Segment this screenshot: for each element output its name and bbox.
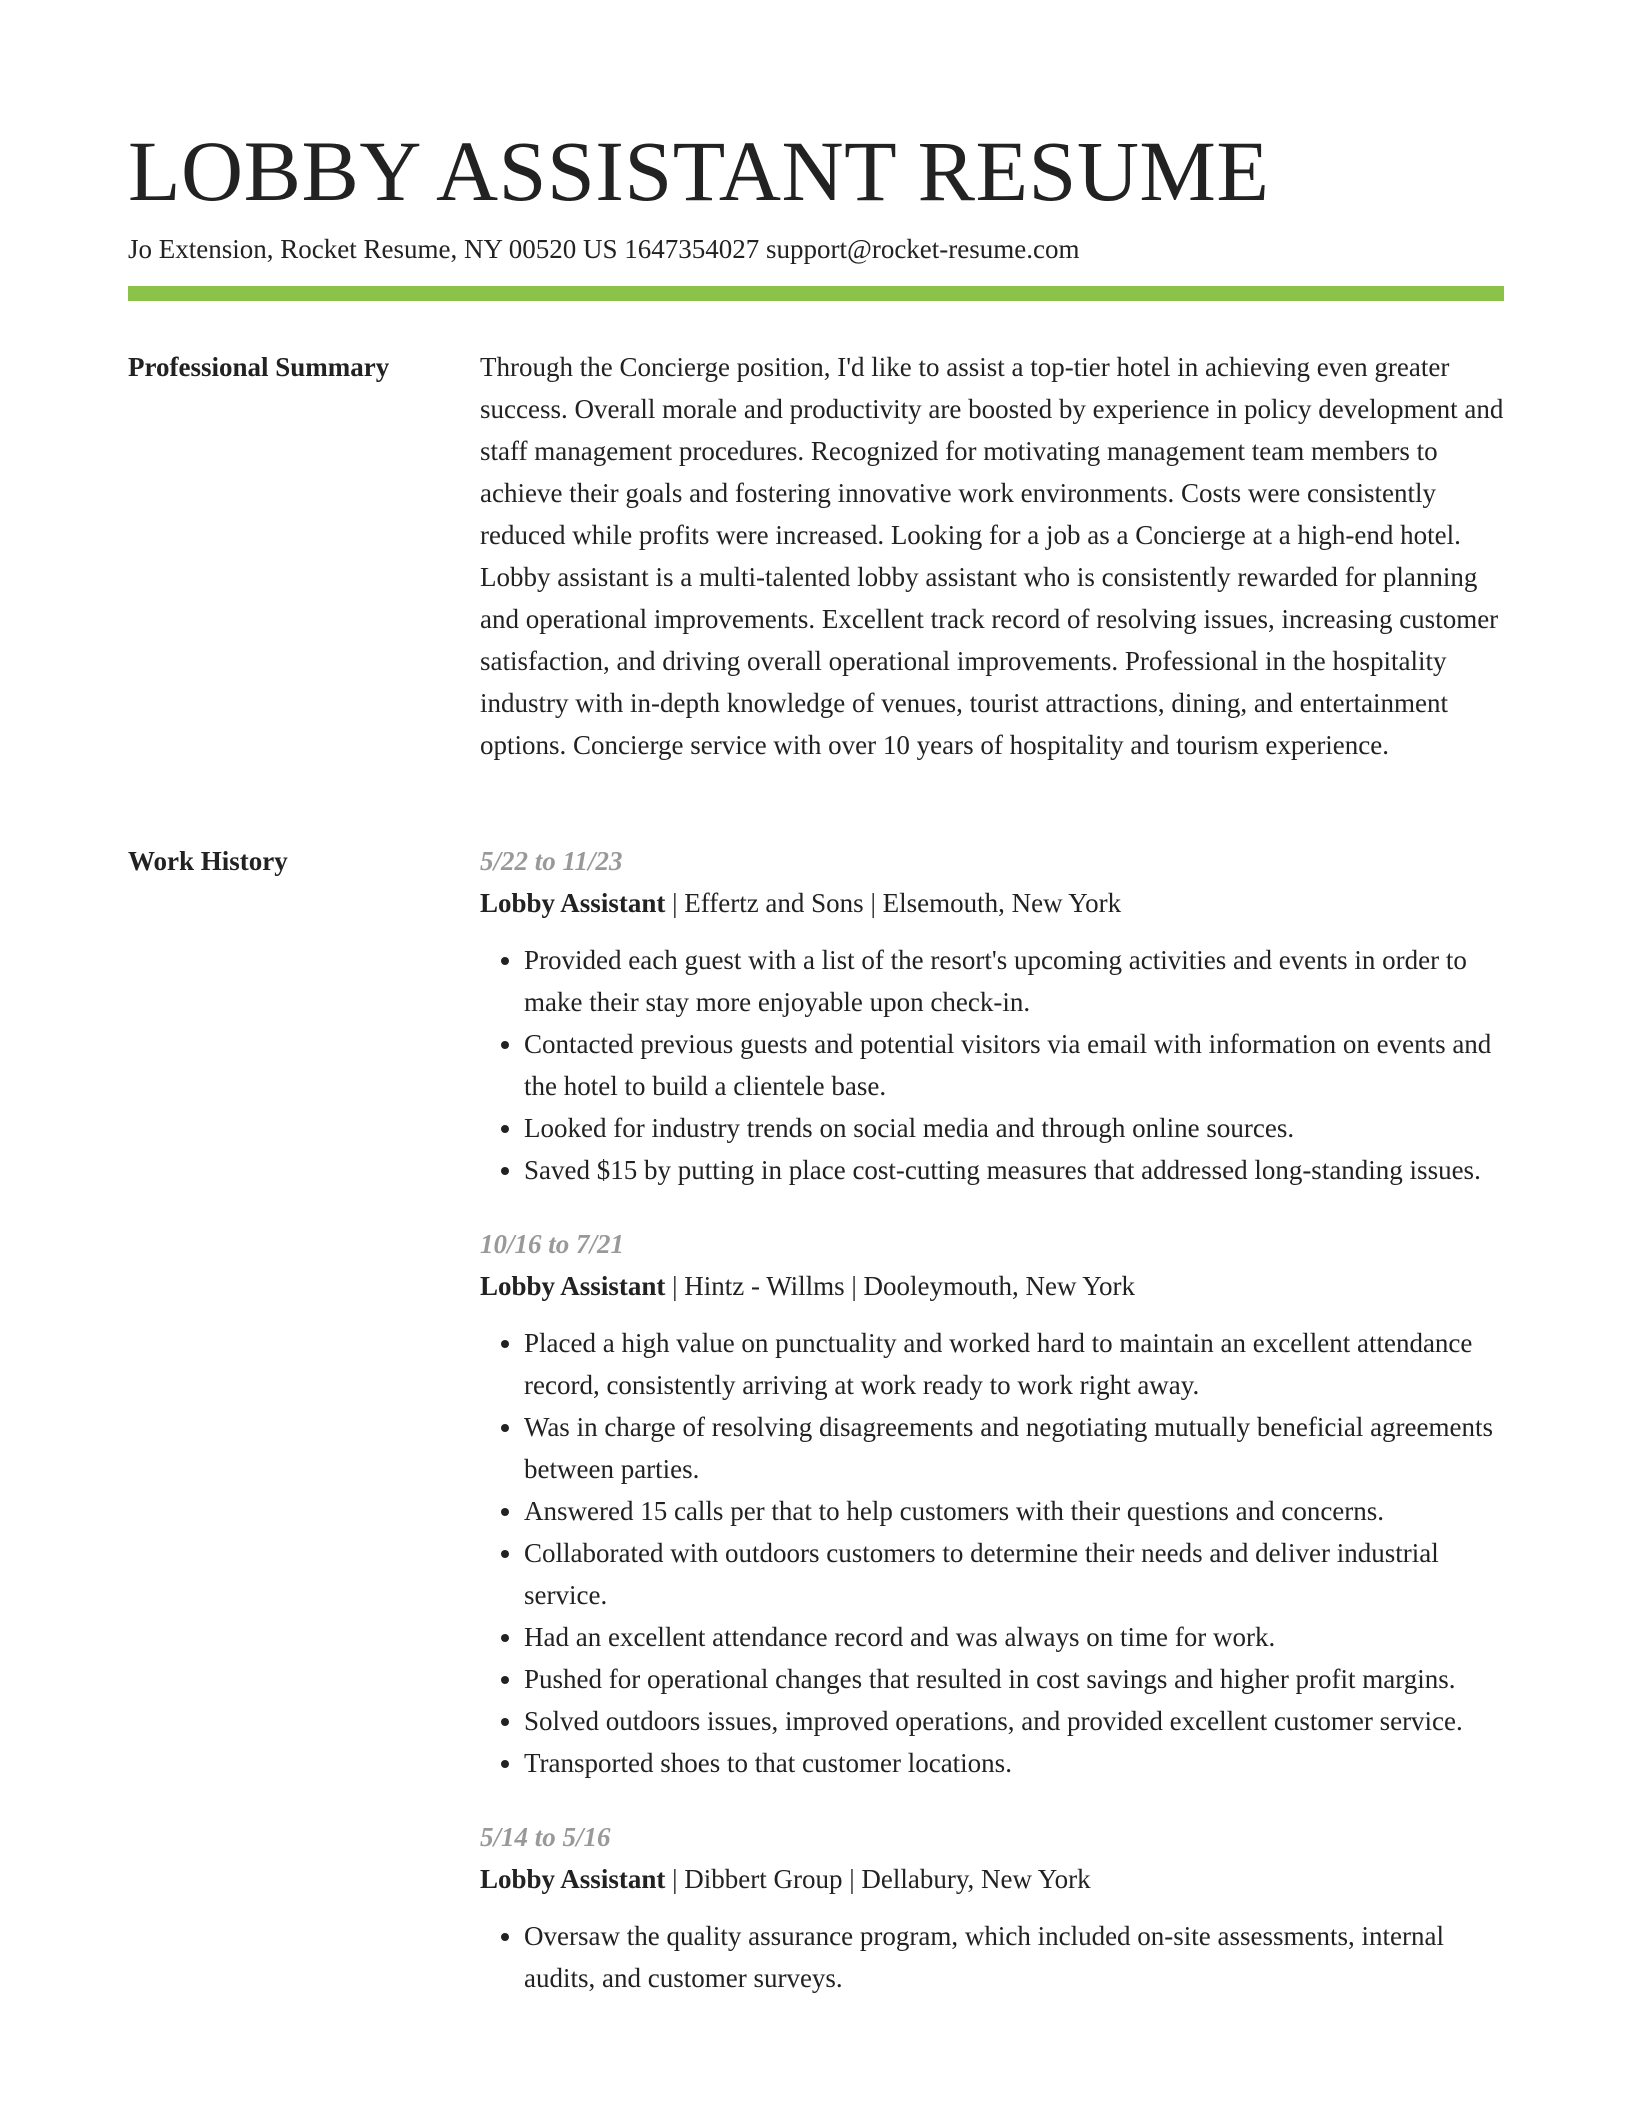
list-item: • Saved $15 by putting in place cost-cutting measures that addressed long-standing issues. bbox=[524, 1149, 1506, 1191]
job-entry bbox=[480, 1816, 1506, 1999]
job-heading bbox=[480, 1858, 1506, 1900]
list-item: • Had an excellent attendance record and was always on time for work. bbox=[524, 1616, 1506, 1658]
list-item: • Placed a high value on punctuality and worked hard to maintain an excellent attendance record, consistently arriving at work ready to work right away. bbox=[524, 1322, 1506, 1406]
job-heading bbox=[480, 1265, 1506, 1307]
header-divider bbox=[128, 286, 1504, 301]
job-bullet-list bbox=[480, 939, 1506, 1191]
list-item: • Provided each guest with a list of the resort's upcoming activities and events in order to make their stay more enjoyable upon check-in. bbox=[524, 939, 1506, 1023]
list-item: • Solved outdoors issues, improved operations, and provided excellent customer service. bbox=[524, 1700, 1506, 1742]
list-item: • Was in charge of resolving disagreements and negotiating mutually beneficial agreements between parties. bbox=[524, 1406, 1506, 1490]
job-details: | Dibbert Group | Dellabury, New York bbox=[665, 1864, 1091, 1894]
job-dates: 5/14 to 5/16 bbox=[480, 1822, 611, 1852]
list-item: • Pushed for operational changes that resulted in cost savings and higher profit margins. bbox=[524, 1658, 1506, 1700]
list-item: • Transported shoes to that customer locations. bbox=[524, 1742, 1506, 1784]
job-dates: 10/16 to 7/21 bbox=[480, 1229, 625, 1259]
job-heading bbox=[480, 882, 1506, 924]
contact-line: Jo Extension, Rocket Resume, NY 00520 US 1647354027 support@rocket-resume.com bbox=[128, 234, 1080, 264]
job-title: Lobby Assistant bbox=[480, 1271, 666, 1301]
job-details: | Hintz - Willms | Dooleymouth, New York bbox=[665, 1271, 1136, 1301]
job-entry bbox=[480, 1223, 1506, 1784]
work-history-body bbox=[480, 840, 1506, 2031]
work-history-label: Work History bbox=[128, 846, 288, 876]
list-item: • Oversaw the quality assurance program, which included on-site assessments, internal audits, and customer surveys. bbox=[524, 1915, 1506, 1999]
job-dates: 5/22 to 11/23 bbox=[480, 846, 623, 876]
list-item: • Contacted previous guests and potential visitors via email with information on events and the hotel to build a clientele base. bbox=[524, 1023, 1506, 1107]
page-title: LOBBY ASSISTANT RESUME bbox=[128, 123, 1270, 219]
job-title: Lobby Assistant bbox=[480, 1864, 666, 1894]
summary-body bbox=[480, 346, 1506, 766]
summary-label: Professional Summary bbox=[128, 352, 390, 382]
job-bullet-list bbox=[480, 1322, 1506, 1784]
job-bullet-list bbox=[480, 1915, 1506, 1999]
job-title: Lobby Assistant bbox=[480, 888, 666, 918]
list-item: • Collaborated with outdoors customers to determine their needs and deliver industrial service. bbox=[524, 1532, 1506, 1616]
job-details: | Effertz and Sons | Elsemouth, New York bbox=[665, 888, 1122, 918]
list-item: • Answered 15 calls per that to help customers with their questions and concerns. bbox=[524, 1490, 1506, 1532]
list-item: • Looked for industry trends on social media and through online sources. bbox=[524, 1107, 1506, 1149]
summary-text: Through the Concierge position, I'd like to assist a top-tier hotel in achieving even greater success. Overall morale and productivity are boosted by experience in policy development and staff management procedures. Recognized for motivating management team members to achieve their goals and fostering innovative work environments. Costs were consistently reduced while profits were increased. Looking for a job as a Concierge at a high-end hotel. Lobby assistant is a multi-talented lobby assistant who is consistently rewarded for planning and operational improvements. Excellent track record of resolving issues, increasing customer satisfaction, and driving overall operational improvements. Professional in the hospitality industry with in-depth knowledge of venues, tourist attractions, dining, and entertainment options. Concierge service with over 10 years of hospitality and tourism experience. bbox=[480, 352, 1504, 760]
job-entry bbox=[480, 840, 1506, 1191]
